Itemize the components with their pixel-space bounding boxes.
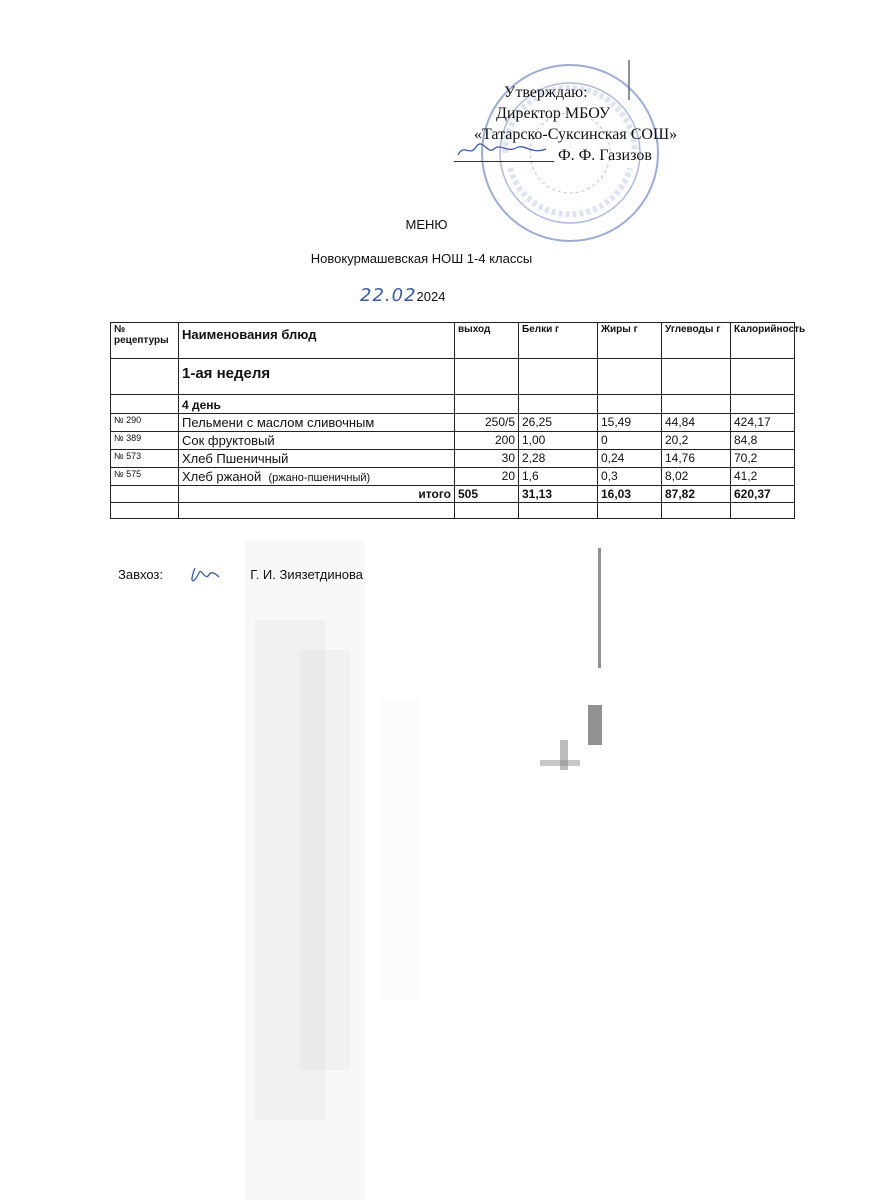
dish-name: Хлеб Пшеничный xyxy=(179,450,455,468)
approval-block xyxy=(440,82,700,166)
dish-carbs: 20,2 xyxy=(662,432,731,450)
menu-table xyxy=(110,322,806,519)
header-calories: Калорийность xyxy=(731,323,795,359)
school-name: Новокурмашевская НОШ 1-4 классы xyxy=(310,251,533,266)
approval-signature-line xyxy=(440,145,700,166)
dish-calories: 41,2 xyxy=(731,468,795,486)
recipe-code: № 573 xyxy=(111,450,179,468)
total-protein: 31,13 xyxy=(519,486,598,503)
table-row xyxy=(111,414,795,432)
header-recipe-no: № рецептуры xyxy=(111,323,179,359)
header-output: выход xyxy=(455,323,519,359)
dish-output: 200 xyxy=(455,432,519,450)
dish-calories: 84,8 xyxy=(731,432,795,450)
dish-protein: 26,25 xyxy=(519,414,598,432)
footer-name: Г. И. Зиязетдинова xyxy=(250,567,364,582)
dish-calories: 70,2 xyxy=(731,450,795,468)
dish-protein: 1,00 xyxy=(519,432,598,450)
total-carbs: 87,82 xyxy=(662,486,731,503)
dish-fat: 0,3 xyxy=(598,468,662,486)
dish-carbs: 8,02 xyxy=(662,468,731,486)
total-row xyxy=(111,486,795,503)
footer-role: Завхоз: xyxy=(118,567,163,582)
footer-signature xyxy=(118,565,363,585)
recipe-code: № 575 xyxy=(111,468,179,486)
table-row xyxy=(111,432,795,450)
director-signature xyxy=(454,147,554,162)
dish-fat: 0,24 xyxy=(598,450,662,468)
dish-name xyxy=(179,468,455,486)
dish-protein: 1,6 xyxy=(519,468,598,486)
total-fat: 16,03 xyxy=(598,486,662,503)
menu-date xyxy=(360,285,445,306)
day-label: 4 день xyxy=(179,395,455,414)
approval-school: «Татарско-Суксинская СОШ» xyxy=(474,126,678,143)
dish-name: Сок фруктовый xyxy=(179,432,455,450)
day-row xyxy=(111,395,795,414)
date-year: 2024 xyxy=(416,289,446,304)
total-label: итого xyxy=(179,486,455,503)
page-title: МЕНЮ xyxy=(405,217,448,232)
total-output: 505 xyxy=(455,486,519,503)
director-name: Ф. Ф. Газизов xyxy=(558,147,652,164)
dish-fat: 15,49 xyxy=(598,414,662,432)
dish-fat: 0 xyxy=(598,432,662,450)
approval-heading: Утверждаю: xyxy=(504,84,588,101)
dish-calories: 424,17 xyxy=(731,414,795,432)
storekeeper-signature xyxy=(175,565,235,585)
empty-row xyxy=(111,503,795,519)
total-calories: 620,37 xyxy=(731,486,795,503)
dish-output: 30 xyxy=(455,450,519,468)
table-header-row xyxy=(111,323,795,359)
handwritten-date: 22.02 xyxy=(360,285,417,306)
week-row xyxy=(111,359,795,395)
dish-name: Пельмени с маслом сливочным xyxy=(179,414,455,432)
dish-carbs: 44,84 xyxy=(662,414,731,432)
header-dish-name: Наименования блюд xyxy=(179,323,455,359)
header-carbs: Углеводы г xyxy=(662,323,731,359)
dish-protein: 2,28 xyxy=(519,450,598,468)
recipe-code: № 290 xyxy=(111,414,179,432)
table-row xyxy=(111,468,795,486)
recipe-code: № 389 xyxy=(111,432,179,450)
dish-output: 250/5 xyxy=(455,414,519,432)
dish-output: 20 xyxy=(455,468,519,486)
table-row xyxy=(111,450,795,468)
dish-carbs: 14,76 xyxy=(662,450,731,468)
header-fat: Жиры г xyxy=(598,323,662,359)
week-label: 1-ая неделя xyxy=(179,359,455,395)
header-protein: Белки г xyxy=(519,323,598,359)
dish-note: (ржано-пшеничный) xyxy=(268,472,371,484)
approval-position: Директор МБОУ xyxy=(496,105,611,122)
dish-name-text: Хлеб ржаной xyxy=(182,469,262,484)
